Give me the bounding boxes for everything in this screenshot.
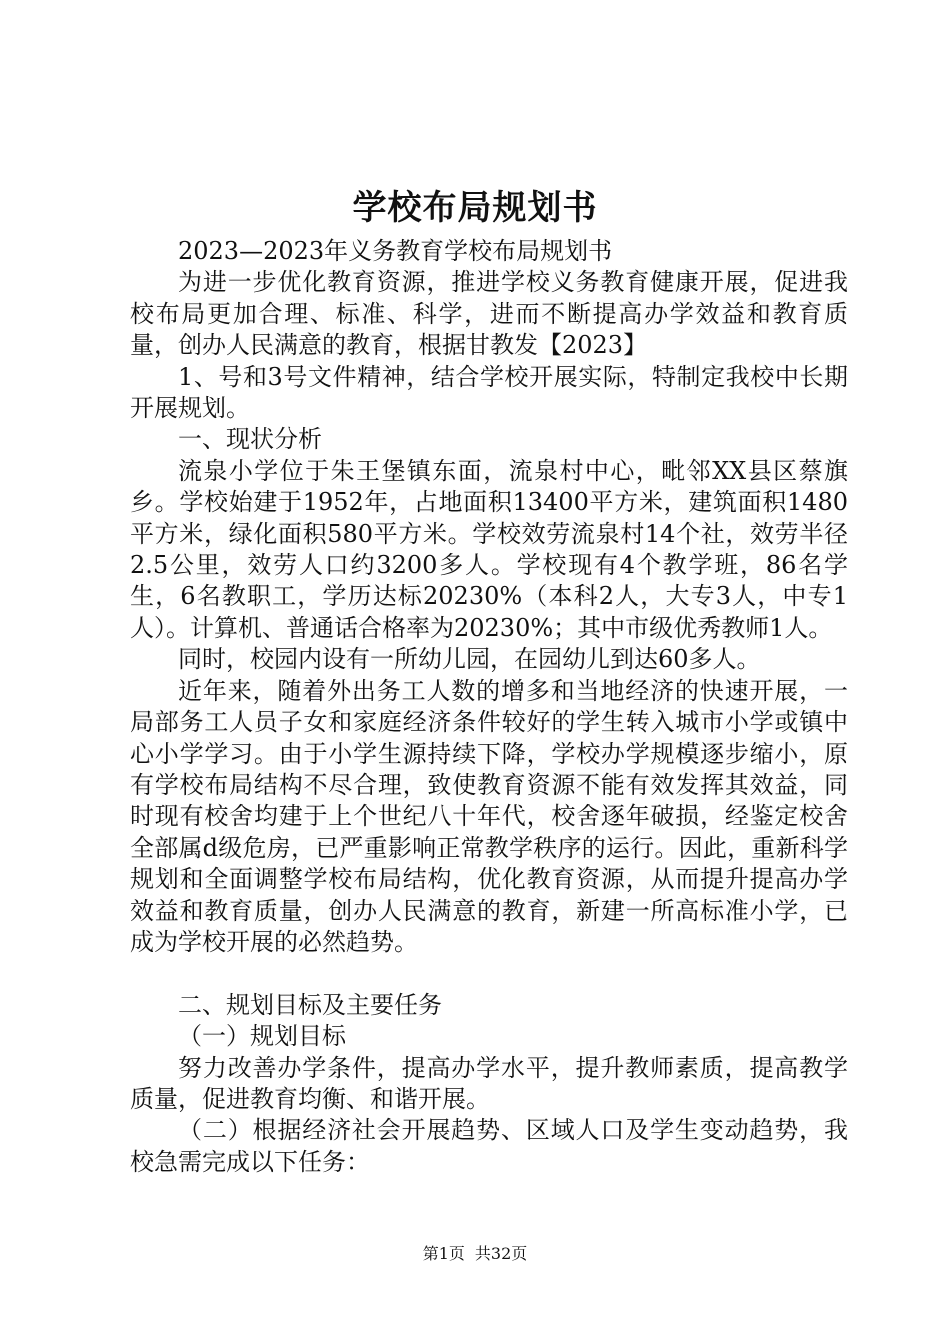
document-title: 学校布局规划书 bbox=[352, 188, 598, 228]
paragraph-subtitle: 2023—2023年义务教育学校布局规划书 bbox=[178, 237, 613, 265]
paragraph-spacer bbox=[130, 958, 848, 989]
document-body bbox=[130, 236, 848, 1178]
paragraph-intro-continued: 1、号和3号文件精神，结合学校开展实际，特制定我校中长期开展规划。 bbox=[130, 362, 848, 423]
page-number-current: 第1页 bbox=[422, 1244, 465, 1263]
page-number-total: 共32页 bbox=[474, 1244, 528, 1263]
paragraph-kindergarten: 同时，校园内设有一所幼儿园，在园幼儿到达60多人。 bbox=[178, 645, 761, 674]
paragraph-school-profile: 流泉小学位于朱王堡镇东面，流泉村中心，毗邻XX县区蔡旗乡。学校始建于1952年，占地面积13400平方米，建筑面积1480平方米，绿化面积580平方米。学校效劳流泉村14个社，效劳半径2.5公里，效劳人口约3200多人。学校现有4个教学班，86名学生，6名教职工，学历达标20230%（本科2人，大专3人，中专1人）。计算机、普通话合格率为20230%；其中市级优秀教师1人。 bbox=[130, 456, 848, 642]
section-heading-status: 一、现状分析 bbox=[178, 425, 322, 454]
paragraph-tasks: （二）根据经济社会开展趋势、区域人口及学生变动趋势，我校急需完成以下任务： bbox=[130, 1116, 848, 1176]
subsection-heading-goal: （一）规划目标 bbox=[178, 1022, 346, 1051]
page-footer bbox=[0, 1242, 950, 1266]
paragraph-recent-years: 近年来，随着外出务工人数的增多和当地经济的快速开展，一局部务工人员子女和家庭经济条件较好的学生转入城市小学或镇中心小学学习。由于小学生源持续下降，学校办学规模逐步缩小，原有学校布局结构不尽合理，致使教育资源不能有效发挥其效益，同时现有校舍均建于上个世纪八十年代，校舍逐年破损，经鉴定校舍全部属d级危房，已严重影响正常教学秩序的运行。因此，重新科学规划和全面调整学校布局结构，优化教育资源，从而提升提高办学效益和教育质量，创办人民满意的教育，新建一所高标准小学，已成为学校开展的必然趋势。 bbox=[130, 676, 848, 956]
paragraph-intro: 为进一步优化教育资源，推进学校义务教育健康开展，促进我校布局更加合理、标准、科学，进而不断提高办学效益和教育质量，创办人民满意的教育，根据甘教发【2023】 bbox=[130, 268, 848, 360]
paragraph-goal: 努力改善办学条件，提高办学水平，提升教师素质，提高教学质量，促进教育均衡、和谐开展。 bbox=[130, 1053, 848, 1113]
section-heading-goals: 二、规划目标及主要任务 bbox=[178, 990, 442, 1019]
